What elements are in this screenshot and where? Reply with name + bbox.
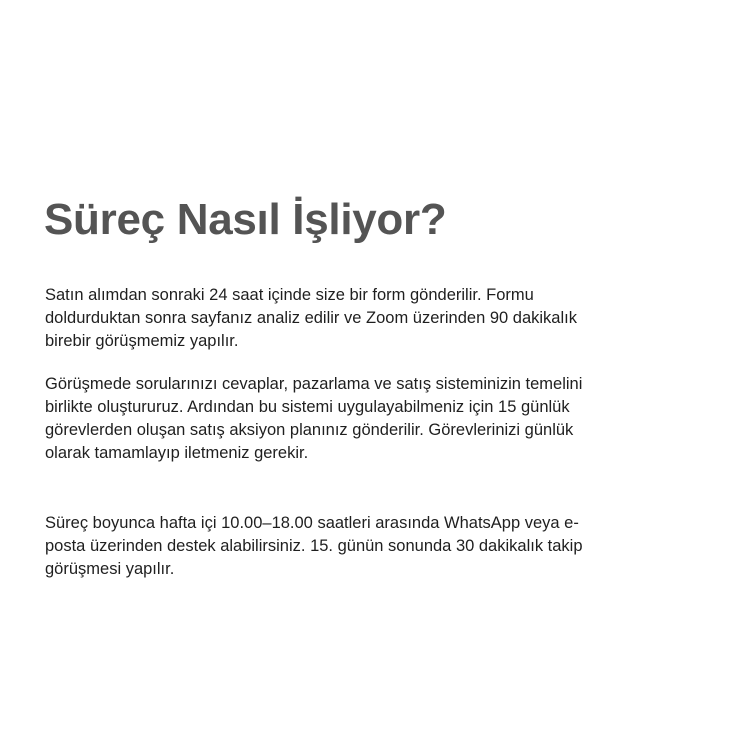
paragraph-purchase-process: Satın alımdan sonraki 24 saat içinde size bir form gönderilir. Formu doldurduktan sonra sayfanız analiz edilir ve Zoom üzerinden 90 dakikalık birebir görüşmemiz yapılır. (45, 286, 577, 350)
paragraph-meeting-details: Görüşmede sorularınızı cevaplar, pazarlama ve satış sisteminizin temelini birlikte oluştururuz. Ardından bu sistemi uygulayabilmeniz için 15 günlük görevlerden oluşan satış aksiyon planınız gönderilir. Görevlerinizi günlük olarak tamamlayıp iletmeniz gerekir. (45, 375, 583, 462)
paragraph-support-info: Süreç boyunca hafta içi 10.00–18.00 saatleri arasında WhatsApp veya e- posta üzerinden destek alabilirsiniz. 15. günün sonunda 30 dakikalık takip görüşmesi yapılır. (45, 514, 583, 578)
page-title: Süreç Nasıl İşliyor? (44, 195, 447, 244)
